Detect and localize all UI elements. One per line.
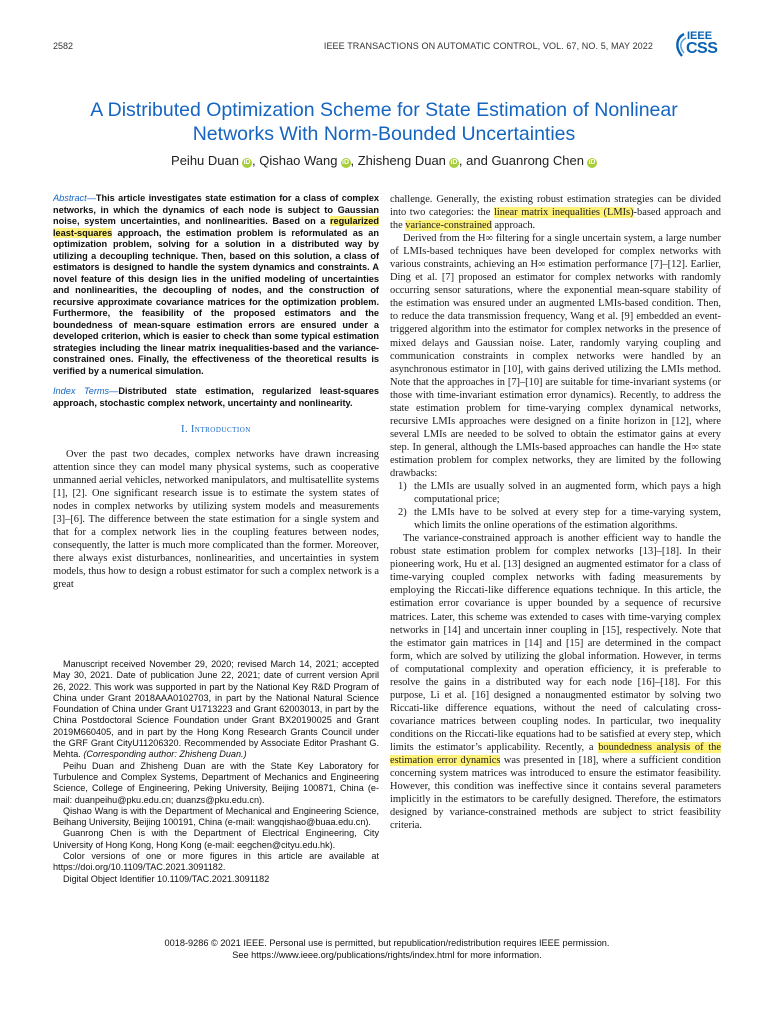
copyright-footer <box>53 938 721 961</box>
highlight: boundedness analysis of the estimation error dynamics <box>390 741 721 767</box>
footnote-doi: Digital Object Identifier 10.1109/TAC.2021.3091182 <box>63 873 270 884</box>
footnote-affiliation: Qishao Wang is with the Department of Mechanical and Engineering Science, Beihang University, Beijing 100191, China (e-mail: wangqishao@buaa.edu.cn). <box>53 805 379 828</box>
author-name: Qishao Wang <box>259 153 338 168</box>
author-name: Zhisheng Duan <box>357 153 446 168</box>
copyright-line: 0018-9286 © 2021 IEEE. Personal use is permitted, but republication/redistribution requires IEEE permission. <box>164 938 610 948</box>
highlight: regularized least-squares <box>53 216 379 238</box>
left-column <box>53 193 379 592</box>
section-heading-introduction: I. Introduction <box>181 424 251 435</box>
list-item: 2) the LMIs have to be solved at every step for a time-varying system, which limits the online operations of the estimation algorithms. <box>398 507 721 532</box>
highlight: variance-constrained <box>405 220 492 232</box>
page-number: 2582 <box>53 41 74 51</box>
title-line-2: Networks With Norm-Bounded Uncertainties <box>192 123 576 145</box>
running-header <box>53 41 653 55</box>
abstract-label: Abstract— <box>53 193 96 203</box>
author-name: Peihu Duan <box>171 153 239 168</box>
body-paragraph: challenge. Generally, the existing robust estimation strategies can be divided into two categories: the linear matrix inequalities (LMIs)-based approach and the variance-constrained approach. <box>390 194 721 232</box>
intro-paragraph: Over the past two decades, complex networks have drawn increasing attention since they can model many physical systems, such as cooperative unmanned aerial vehicles, networked manipulators, and multisatellite systems [1], [2]. One significant research issue is to estimate the system states of nodes in complex networks by utilizing system models and measurements [3]–[6]. The difference between the state estimation for a single system and that for a complex network lies in the coupling features between nodes, consequently, the latter is much more complicated than the former. Moreover, there always exist disturbances, nonlinearities, and uncertainties in system models, thus how to design a robust estimator for such a complex network is a great <box>53 449 379 591</box>
highlight: linear matrix inequalities (LMIs) <box>493 207 634 219</box>
logo-swoosh-icon <box>673 32 687 58</box>
right-column <box>390 193 721 832</box>
index-terms-label: Index Terms— <box>53 386 119 396</box>
index-terms: Index Terms—Distributed state estimation, regularized least-squares approach, stochastic complex network, uncertainty and nonlinearity. <box>53 386 379 408</box>
drawback-list <box>390 480 721 532</box>
title-line-1: A Distributed Optimization Scheme for State Estimation of Nonlinear <box>90 99 678 121</box>
footnote-manuscript: Manuscript received November 29, 2020; revised March 14, 2021; accepted May 30, 2021. Date of publication June 22, 2021; date of current version April 26, 2022. This work was supported in part by the National Key R&D Program of China under Grant 2018AAA0102703, in part by the National Natural Science Foundation of China under Grant U1713223 and Grant 62003013, in part by the China Postdoctoral Science Foundation under Grant BX20190025 and Grant 2019M660405, and in part by the Hong Kong Research Grants Council under the GRF Grant CityU11206320. Recommended by Associate Editor Prashant G. Mehta. (Corresponding author: Zhisheng Duan.) <box>53 659 379 760</box>
ieee-css-logo <box>673 30 721 62</box>
abstract: Abstract—This article investigates state estimation for a class of complex networks, in which the dynamics of each node is subject to Gaussian noise, system uncertainties, and nonlinearities. Based on a regularized least-squares approach, the estimation problem is reformulated as an optimization problem, solving for a solution in a distributed way by utilizing a decoupling technique. Then, based on this solution, a class of estimators is designed to handle the system dynamics and constraints. A novel feature of this design lies in the unified modeling of uncertainties and nonlinearities, the decoupling of nodes, and the construction of recursive approximate covariance matrices for the optimization problem. Furthermore, the feasibility of the proposed estimators and the boundedness of mean-square estimation errors are ensured under a developed criterion, which is easier to check than some typical estimation strategies including the linear matrix inequalities-based and the variance-constrained ones. Finally, the effectiveness of the theoretical results is verified by a numerical simulation. <box>53 193 379 376</box>
rights-link-line: See https://www.ieee.org/publications/rights/index.html for more information. <box>232 949 542 960</box>
footnote-color-versions: Color versions of one or more figures in this article are available at https://doi.org/10.1109/TAC.2021.3091182. <box>53 851 379 873</box>
list-item: 1) the LMIs are usually solved in an augmented form, which pays a high computational price; <box>398 481 721 506</box>
footnote-block <box>53 659 379 885</box>
body-paragraph: Derived from the H∞ filtering for a single uncertain system, a large number of LMIs-based techniques have been developed for complex networks with various constraints, achieving an H∞ estimation performance [7]–[12]. Earlier, Ding et al. [7] proposed an estimator for complex networks with randomly occurring sensor saturations, where the exponential mean-square stability of the estimation was ensured under an augmented LMIs-based condition. Then, to reduce the data transmission frequency, Wang et al. [9] embedded an event-triggered algorithm into the estimator for complex networks in the presence of mixed delays and Gaussian noise. Later, randomly varying coupling and communication constraints in complex networks were handled by an asynchronous estimator in [10], with gains derived utilizing the LMIs method. Note that the approaches in [7]–[10] are suitable for time-invariant systems (or those with time-invariant estimation error dynamics). Recently, to address the state estimation problem for time-varying complex dynamical networks, recursive LMIs approaches were designed on a finite horizon in [12], where several LMIs are needed to be solved to obtain the estimator gains at every step. In general, although the LMIs-based approaches can handle the H∞ state estimation problem for complex networks, they are limited by the following drawbacks: <box>390 233 721 479</box>
logo-text-top: IEEE <box>687 30 713 42</box>
footnote-affiliation: Peihu Duan and Zhisheng Duan are with the State Key Laboratory for Turbulence and Complex Systems, Department of Mechanics and Engineering Science, College of Engineering, Peking University, Beijing 100871, China (e-mail: duanpeihu@pku.edu.cn; duanzs@pku.edu.cn). <box>53 760 379 805</box>
body-paragraph: The variance-constrained approach is another efficient way to handle the robust state estimation problem for complex networks [13]–[18]. In their pioneering work, Hu et al. [13] designed an augmented estimator for a class of time-varying coupled complex networks with fading measurements by employing the Riccati-like difference equations technique. In this article, the estimation error covariance is upper bounded by a sequence of recursive matrices. Later, this scheme was extended to cases with time-varying complex networks in [14] and uncertain inner coupling in [15], respectively. Note that the estimator gain matrices in [14] and [15] are determined in the compact form, which are solved by utilizing the global information. However, in terms of computational complexity and operation efficiency, it is preferable to resolve the gains in a distributed way for each node [16]–[18]. For this purpose, Li et al. [16] designed a nonaugmented estimator by solving two Riccati-like difference equations, without the need of calculating cross-covariance matrices between coupling nodes. In particular, two inequality conditions on the Riccati-like equations had to be satisfied at every step, which limits the estimator’s applicability. Recently, a boundedness analysis of the estimation error dynamics was presented in [18], where a sufficient condition concerning system matrices was introduced to ensure the estimator feasibility. However, this condition was ineffective since it contains several parameters implicitly in the estimators to be carefully designed. Therefore, the estimators designed by variance-constrained methods are subject to strict feasibility criteria. <box>390 533 721 832</box>
author-name: Guanrong Chen <box>491 153 584 168</box>
orcid-icon[interactable]: iD <box>342 159 349 166</box>
author-list: Peihu Duan iD , Qishao Wang iD , Zhisheng Duan iD , and Guanrong Chen iD <box>171 153 596 168</box>
logo-text-bottom: CSS <box>686 40 718 57</box>
orcid-icon[interactable]: iD <box>243 159 251 166</box>
footnote-affiliation: Guanrong Chen is with the Department of Electrical Engineering, City University of Hong Kong, Hong Kong (e-mail: eegchen@cityu.edu.hk). <box>53 828 379 850</box>
orcid-icon[interactable]: iD <box>450 159 458 166</box>
orcid-icon[interactable]: iD <box>588 159 596 166</box>
journal-citation: IEEE TRANSACTIONS ON AUTOMATIC CONTROL, VOL. 67, NO. 5, MAY 2022 <box>323 41 653 51</box>
paper-title <box>40 98 728 146</box>
